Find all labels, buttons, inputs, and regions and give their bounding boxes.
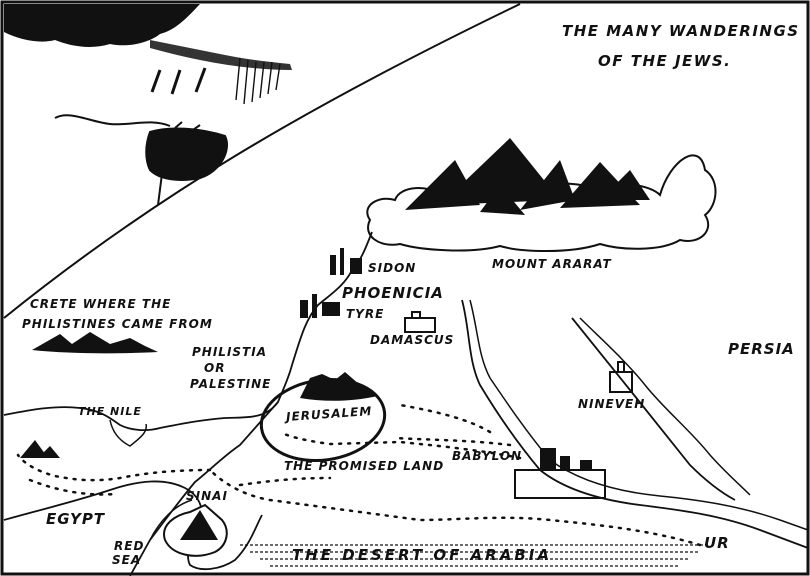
label-mount-ararat: MOUNT ARARAT	[492, 257, 612, 271]
nile-river	[110, 420, 146, 446]
label-red: RED	[114, 539, 145, 553]
label-jerusalem: JERUSALEM	[285, 404, 373, 424]
label-nineveh: NINEVEH	[578, 397, 646, 411]
label-desert-of-arabia: THE DESERT OF ARABIA	[292, 546, 552, 564]
label-crete-line-1: CRETE WHERE THE	[30, 297, 172, 311]
label-palestine: PALESTINE	[190, 377, 272, 391]
label-sidon: SIDON	[368, 261, 417, 275]
map-title-line-1: THE MANY WANDERINGS	[562, 22, 800, 40]
map-title-line-2: OF THE JEWS.	[598, 52, 732, 70]
tyre-city	[300, 294, 340, 318]
label-tyre: TYRE	[346, 307, 385, 321]
label-sea: SEA	[112, 553, 142, 567]
euphrates-bank	[470, 300, 808, 530]
label-the-nile: THE NILE	[78, 405, 142, 418]
storm-cloud	[4, 4, 292, 104]
label-persia: PERSIA	[728, 340, 795, 358]
label-egypt: EGYPT	[46, 510, 106, 528]
label-damascus: DAMASCUS	[370, 333, 455, 347]
label-babylon: BABYLON	[452, 449, 523, 463]
sidon-city	[330, 248, 362, 275]
label-ur: UR	[704, 534, 730, 552]
flying-figure	[55, 115, 227, 205]
label-phoenicia: PHOENICIA	[342, 284, 444, 302]
label-promised-land: THE PROMISED LAND	[284, 459, 445, 473]
euphrates-river	[462, 300, 808, 548]
sinai-mountain	[164, 505, 227, 556]
damascus-city	[405, 312, 435, 332]
label-philistia-or: OR	[204, 361, 226, 375]
label-philistia: PHILISTIA	[192, 345, 267, 359]
mount-ararat-drawing	[367, 138, 715, 251]
label-crete-line-2: PHILISTINES CAME FROM	[22, 317, 213, 331]
egypt-pyramids	[20, 440, 60, 458]
label-sinai: SINAI	[186, 489, 228, 503]
crete-island	[32, 332, 158, 353]
horizon-curve	[4, 4, 520, 318]
